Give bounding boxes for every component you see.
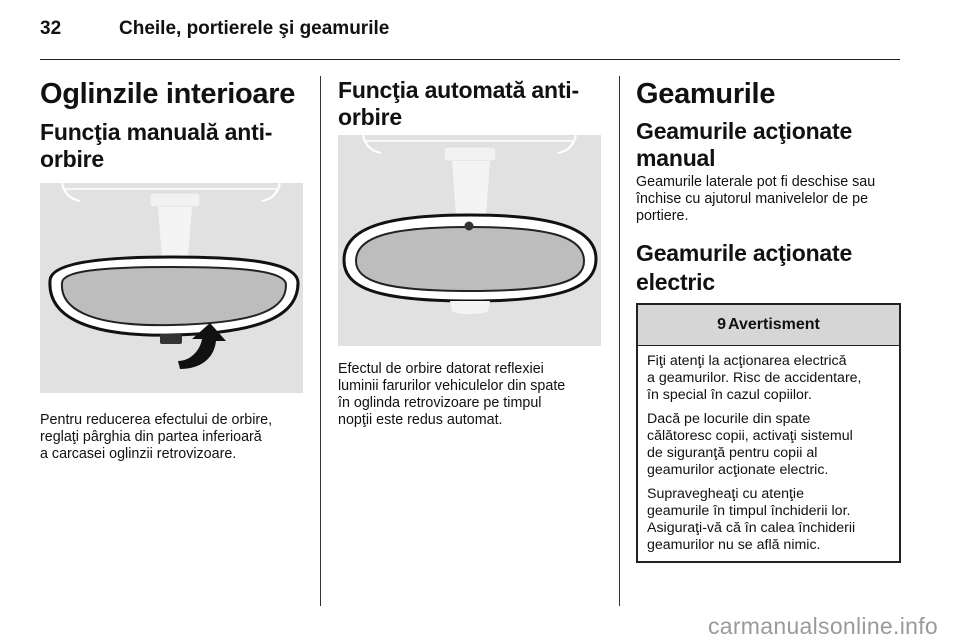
column-2 xyxy=(338,77,603,429)
warning-paragraph xyxy=(647,353,889,404)
text-line: a carcasei oglinzii retrovizoare. xyxy=(40,446,237,462)
warning-box xyxy=(636,303,901,563)
text-line: Efectul de orbire datorat reflexiei xyxy=(338,361,544,377)
text-line: Asiguraţi-vă că în calea închiderii xyxy=(647,520,856,536)
warning-title: Avertisment xyxy=(728,316,820,333)
warning-body xyxy=(638,346,899,561)
text-line: Fiţi atenţi la acţionarea electrică xyxy=(647,353,847,369)
text-line: reglaţi pârghia din partea inferioară xyxy=(40,429,262,445)
text-line: portiere. xyxy=(636,208,689,224)
body-text xyxy=(40,412,305,463)
warning-paragraph xyxy=(647,486,889,554)
automatic-mirror-illustration xyxy=(338,135,601,346)
text-line: Supravegheaţi cu atenţie xyxy=(647,486,804,502)
text-line: geamurilor nu se află nimic. xyxy=(647,537,821,553)
heading-line: orbire xyxy=(338,104,402,130)
heading-line: manual xyxy=(636,145,716,171)
heading-line: Funcţia manuală anti- xyxy=(40,119,273,145)
watermark-text: carmanualsonline.info xyxy=(707,613,938,639)
heading-line: orbire xyxy=(40,146,104,172)
warning-header xyxy=(638,305,899,346)
column-1 xyxy=(40,77,305,463)
heading-line: Funcţia automată anti- xyxy=(338,77,579,103)
text-line: geamurile în timpul închiderii lor. xyxy=(647,503,851,519)
text-line: închise cu ajutorul manivelelor de pe xyxy=(636,191,869,207)
heading-line: Geamurile acţionate xyxy=(636,118,853,144)
body-text xyxy=(636,174,901,225)
page-number: 32 xyxy=(40,18,62,39)
text-line: nopţii este redus automat. xyxy=(338,412,503,428)
warning-paragraph xyxy=(647,411,889,479)
column-divider xyxy=(320,76,321,606)
text-line: călătoresc copii, activaţi sistemul xyxy=(647,428,853,444)
text-line: luminii farurilor vehiculelor din spate xyxy=(338,378,566,394)
body-text xyxy=(338,361,603,429)
subsection-heading xyxy=(338,77,603,131)
section-heading: Geamurile xyxy=(636,78,776,110)
column-divider xyxy=(619,76,620,606)
text-line: de siguranţă pentru copii al xyxy=(647,445,818,461)
header-divider xyxy=(40,59,900,60)
chapter-title: Cheile, portierele şi geamurile xyxy=(119,18,390,39)
warning-icon: 9 xyxy=(717,316,726,333)
text-line: Geamurile laterale pot fi deschise sau xyxy=(636,174,876,190)
column-3 xyxy=(636,77,901,563)
subsection-heading xyxy=(40,119,305,173)
text-line: Dacă pe locurile din spate xyxy=(647,411,811,427)
text-line: Pentru reducerea efectului de orbire, xyxy=(40,412,273,428)
subsection-heading xyxy=(636,239,901,297)
text-line: în oglinda retrovizoare pe timpul xyxy=(338,395,542,411)
text-line: în special în cazul copiilor. xyxy=(647,387,812,403)
manual-mirror-illustration xyxy=(40,183,303,393)
section-heading: Oglinzile interioare xyxy=(40,78,296,110)
text-line: geamurilor acţionate electric. xyxy=(647,462,829,478)
text-line: a geamurilor. Risc de accidentare, xyxy=(647,370,862,386)
subsection-heading xyxy=(636,118,901,172)
heading-line: Geamurile acţionate xyxy=(636,240,853,266)
heading-line: electric xyxy=(636,269,715,295)
